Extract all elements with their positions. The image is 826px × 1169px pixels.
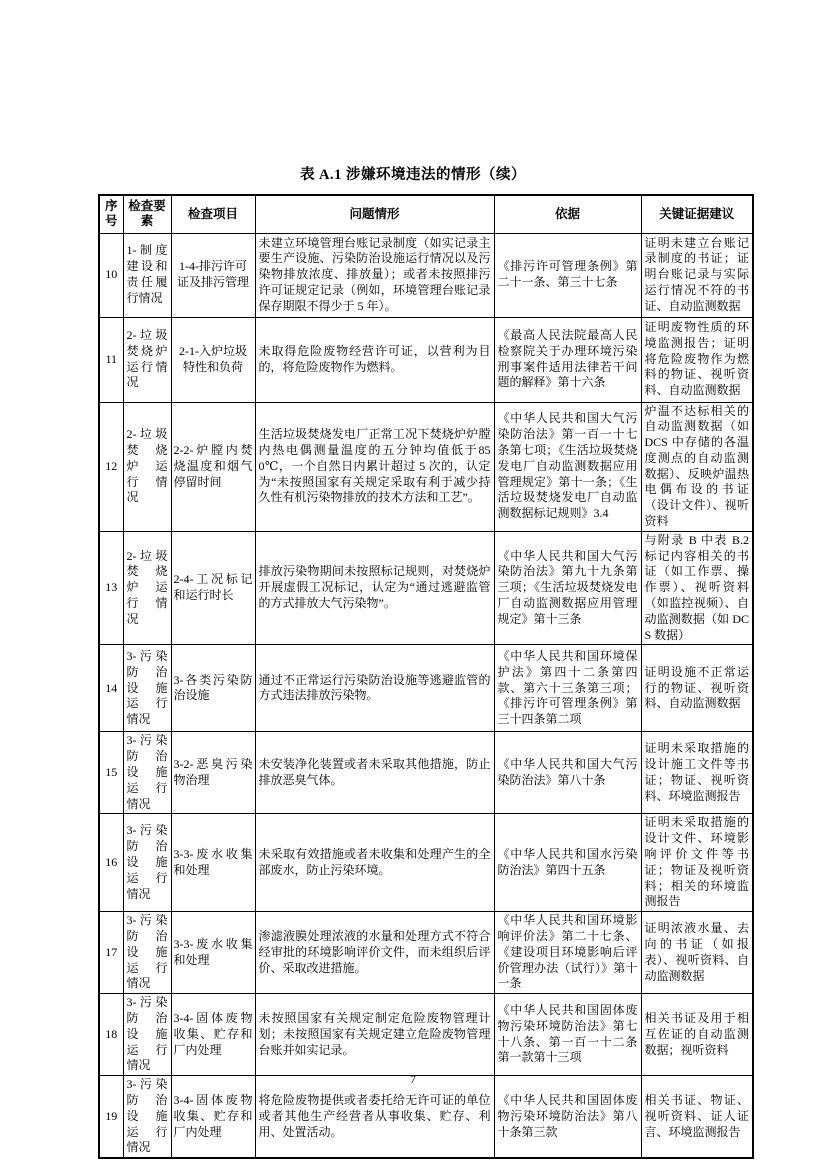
cell-basis: 《中华人民共和国大气污染防治法》第九十九条第三项；《生活垃圾焚烧发电厂自动监测数据应用管理规定》第十三条 bbox=[494, 531, 641, 645]
cell-item: 2-4-工况标记和运行时长 bbox=[171, 531, 255, 645]
header-problem: 问题情形 bbox=[255, 195, 494, 233]
cell-problem: 排放污染物期间未按照标记规则，对焚烧炉开展虚假工况标记，认定为“通过逃避监管的方式排放大气污染物”。 bbox=[255, 531, 494, 645]
cell-evidence: 证明浓液水量、去向的书证（如报表）、视听资料、自动监测数据 bbox=[641, 912, 753, 994]
cell-no: 17 bbox=[99, 912, 123, 994]
header-item: 检查项目 bbox=[171, 195, 255, 233]
cell-evidence: 炉温不达标相关的自动监测数据（如DCS 中存储的各温度测点的自动监测数据）、反映炉温热电偶布设的书证（设计文件）、视听资料 bbox=[641, 402, 753, 531]
cell-item: 3-4-固体废物收集、贮存和厂内处理 bbox=[171, 1076, 255, 1158]
cell-problem: 未采取有效措施或者未收集和处理产生的全部废水，防止污染环境。 bbox=[255, 814, 494, 912]
cell-item: 3-3-废水收集和处理 bbox=[171, 814, 255, 912]
cell-no: 11 bbox=[99, 317, 123, 402]
cell-problem: 渗滤液膜处理浓液的水量和处理方式不符合经审批的环境影响评价文件，而未组织后评价、采取改进措施。 bbox=[255, 912, 494, 994]
cell-no: 18 bbox=[99, 994, 123, 1076]
table-row bbox=[99, 531, 753, 645]
cell-problem: 未建立环境管理台账记录制度（如实记录主要生产设施、污染防治设施运行情况以及污染物排放浓度、排放量）；或者未按照排污许可证规定记录（例如，环境管理台账记录保存期限不得少于 5 年）。 bbox=[255, 233, 494, 317]
cell-element: 3- 污 染 防 治 设 施 运 行 情况 bbox=[123, 732, 171, 814]
cell-basis: 《中华人民共和国水污染防治法》第四十五条 bbox=[494, 814, 641, 912]
cell-item: 1-4-排污许可证及排污管理 bbox=[171, 233, 255, 317]
table-header-row bbox=[99, 195, 753, 233]
cell-no: 19 bbox=[99, 1076, 123, 1158]
table-row bbox=[99, 814, 753, 912]
cell-problem: 未取得危险废物经营许可证，以营利为目的，将危险废物作为燃料。 bbox=[255, 317, 494, 402]
cell-basis: 《中华人民共和国大气污染防治法》第八十条 bbox=[494, 732, 641, 814]
cell-evidence: 相关书证及用于相互佐证的自动监测数据；视听资料 bbox=[641, 994, 753, 1076]
cell-evidence: 与附录 B 中表 B.2 标记内容相关的书证（如工作票、操作票）、视听资料（如监控视频）、自动监测数据（如 DCS 数据） bbox=[641, 531, 753, 645]
cell-element: 3- 污 染 防 治 设 施 运 行 情况 bbox=[123, 994, 171, 1076]
cell-no: 12 bbox=[99, 402, 123, 531]
cell-problem: 通过不正常运行污染防治设施等逃避监管的方式违法排放污染物。 bbox=[255, 645, 494, 732]
cell-basis: 《中华人民共和国固体废物污染环境防治法》第八十条第三款 bbox=[494, 1076, 641, 1158]
table-row bbox=[99, 732, 753, 814]
header-basis: 依据 bbox=[494, 195, 641, 233]
table-title: 表 A.1 涉嫌环境违法的情形（续） bbox=[299, 167, 527, 183]
cell-element: 2- 垃 圾 焚 烧 炉 运 行 情 况 bbox=[123, 402, 171, 531]
cell-item: 2-1-入炉垃圾特性和负荷 bbox=[171, 317, 255, 402]
header-element: 检查要素 bbox=[123, 195, 171, 233]
header-evidence: 关键证据建议 bbox=[641, 195, 753, 233]
cell-basis: 《中华人民共和国环境保护法》第四十二条第四款、第六十三条第三项；《排污许可管理条例》第三十四条第二项 bbox=[494, 645, 641, 732]
table-row bbox=[99, 1076, 753, 1158]
cell-element: 2-垃圾焚烧炉运行情况 bbox=[123, 317, 171, 402]
cell-evidence: 证明设施不正常运行的物证、视听资料、自动监测数据 bbox=[641, 645, 753, 732]
cell-no: 14 bbox=[99, 645, 123, 732]
table-row bbox=[99, 912, 753, 994]
cell-no: 10 bbox=[99, 233, 123, 317]
table-row bbox=[99, 645, 753, 732]
cell-item: 3-各类污染防治设施 bbox=[171, 645, 255, 732]
cell-problem: 生活垃圾焚烧发电厂正常工况下焚烧炉炉膛内热电偶测量温度的五分钟均值低于850℃，一个自然日内累计超过 5 次的，认定为“未按照国家有关规定采取有利于减少持久性有机污染物排放的技术方法和工艺”。 bbox=[255, 402, 494, 531]
cell-item: 3-4-固体废物收集、贮存和厂内处理 bbox=[171, 994, 255, 1076]
cell-evidence: 证明未采取措施的设计文件、环境影响评价文件等书证；物证及视听资料；相关的环境监测报告 bbox=[641, 814, 753, 912]
cell-problem: 未安装净化装置或者未采取其他措施，防止排放恶臭气体。 bbox=[255, 732, 494, 814]
cell-no: 16 bbox=[99, 814, 123, 912]
cell-basis: 《最高人民法院最高人民检察院关于办理环境污染刑事案件适用法律若干问题的解释》第十六条 bbox=[494, 317, 641, 402]
cell-element: 3- 污 染 防 治 设 施 运 行 情况 bbox=[123, 645, 171, 732]
cell-evidence: 证明废物性质的环境监测报告；证明将危险废物作为燃料的物证、视听资料、自动监测数据 bbox=[641, 317, 753, 402]
cell-element: 3- 污 染 防 治 设 施 运 行 情况 bbox=[123, 1076, 171, 1158]
cell-evidence: 证明未建立台账记录制度的书证；证明台账记录与实际运行情况不符的书证、自动监测数据 bbox=[641, 233, 753, 317]
cell-item: 3-3-废水收集和处理 bbox=[171, 912, 255, 994]
cell-element: 3- 污 染 防 治 设 施 运 行 情况 bbox=[123, 912, 171, 994]
violations-table bbox=[98, 194, 754, 1159]
table-row bbox=[99, 994, 753, 1076]
cell-element: 1-制度建设和责任履行情况 bbox=[123, 233, 171, 317]
cell-element: 3- 污 染 防 治 设 施 运 行 情况 bbox=[123, 814, 171, 912]
cell-basis: 《中华人民共和国大气污染防治法》第一百一十七条第七项；《生活垃圾焚烧发电厂自动监测数据应用管理规定》第十一条；《生活垃圾焚烧发电厂自动监测数据标记规则》3.4 bbox=[494, 402, 641, 531]
page-number: 7 bbox=[410, 1072, 416, 1086]
cell-basis: 《中华人民共和国固体废物污染环境防治法》第七十八条、第一百一十二条第一款第十三项 bbox=[494, 994, 641, 1076]
table-row bbox=[99, 233, 753, 317]
cell-item: 3-2-恶臭污染物治理 bbox=[171, 732, 255, 814]
table-row bbox=[99, 317, 753, 402]
cell-no: 15 bbox=[99, 732, 123, 814]
cell-item: 2-2-炉膛内焚烧温度和烟气停留时间 bbox=[171, 402, 255, 531]
cell-evidence: 相关书证、物证、视听资料、证人证言、环境监测报告 bbox=[641, 1076, 753, 1158]
cell-no: 13 bbox=[99, 531, 123, 645]
header-no: 序号 bbox=[99, 195, 123, 233]
cell-basis: 《排污许可管理条例》第二十一条、第三十七条 bbox=[494, 233, 641, 317]
cell-evidence: 证明未采取措施的设计施工文件等书证；物证、视听资料、环境监测报告 bbox=[641, 732, 753, 814]
cell-problem: 未按照国家有关规定制定危险废物管理计划；未按照国家有关规定建立危险废物管理台账并如实记录。 bbox=[255, 994, 494, 1076]
cell-basis: 《中华人民共和国环境影响评价法》第二十七条、《建设项目环境影响后评价管理办法（试行）》第十一条 bbox=[494, 912, 641, 994]
cell-element: 2- 垃 圾 焚 烧 炉 运 行 情 况 bbox=[123, 531, 171, 645]
cell-problem: 将危险废物提供或者委托给无许可证的单位或者其他生产经营者从事收集、贮存、利用、处置活动。 bbox=[255, 1076, 494, 1158]
table-row bbox=[99, 402, 753, 531]
